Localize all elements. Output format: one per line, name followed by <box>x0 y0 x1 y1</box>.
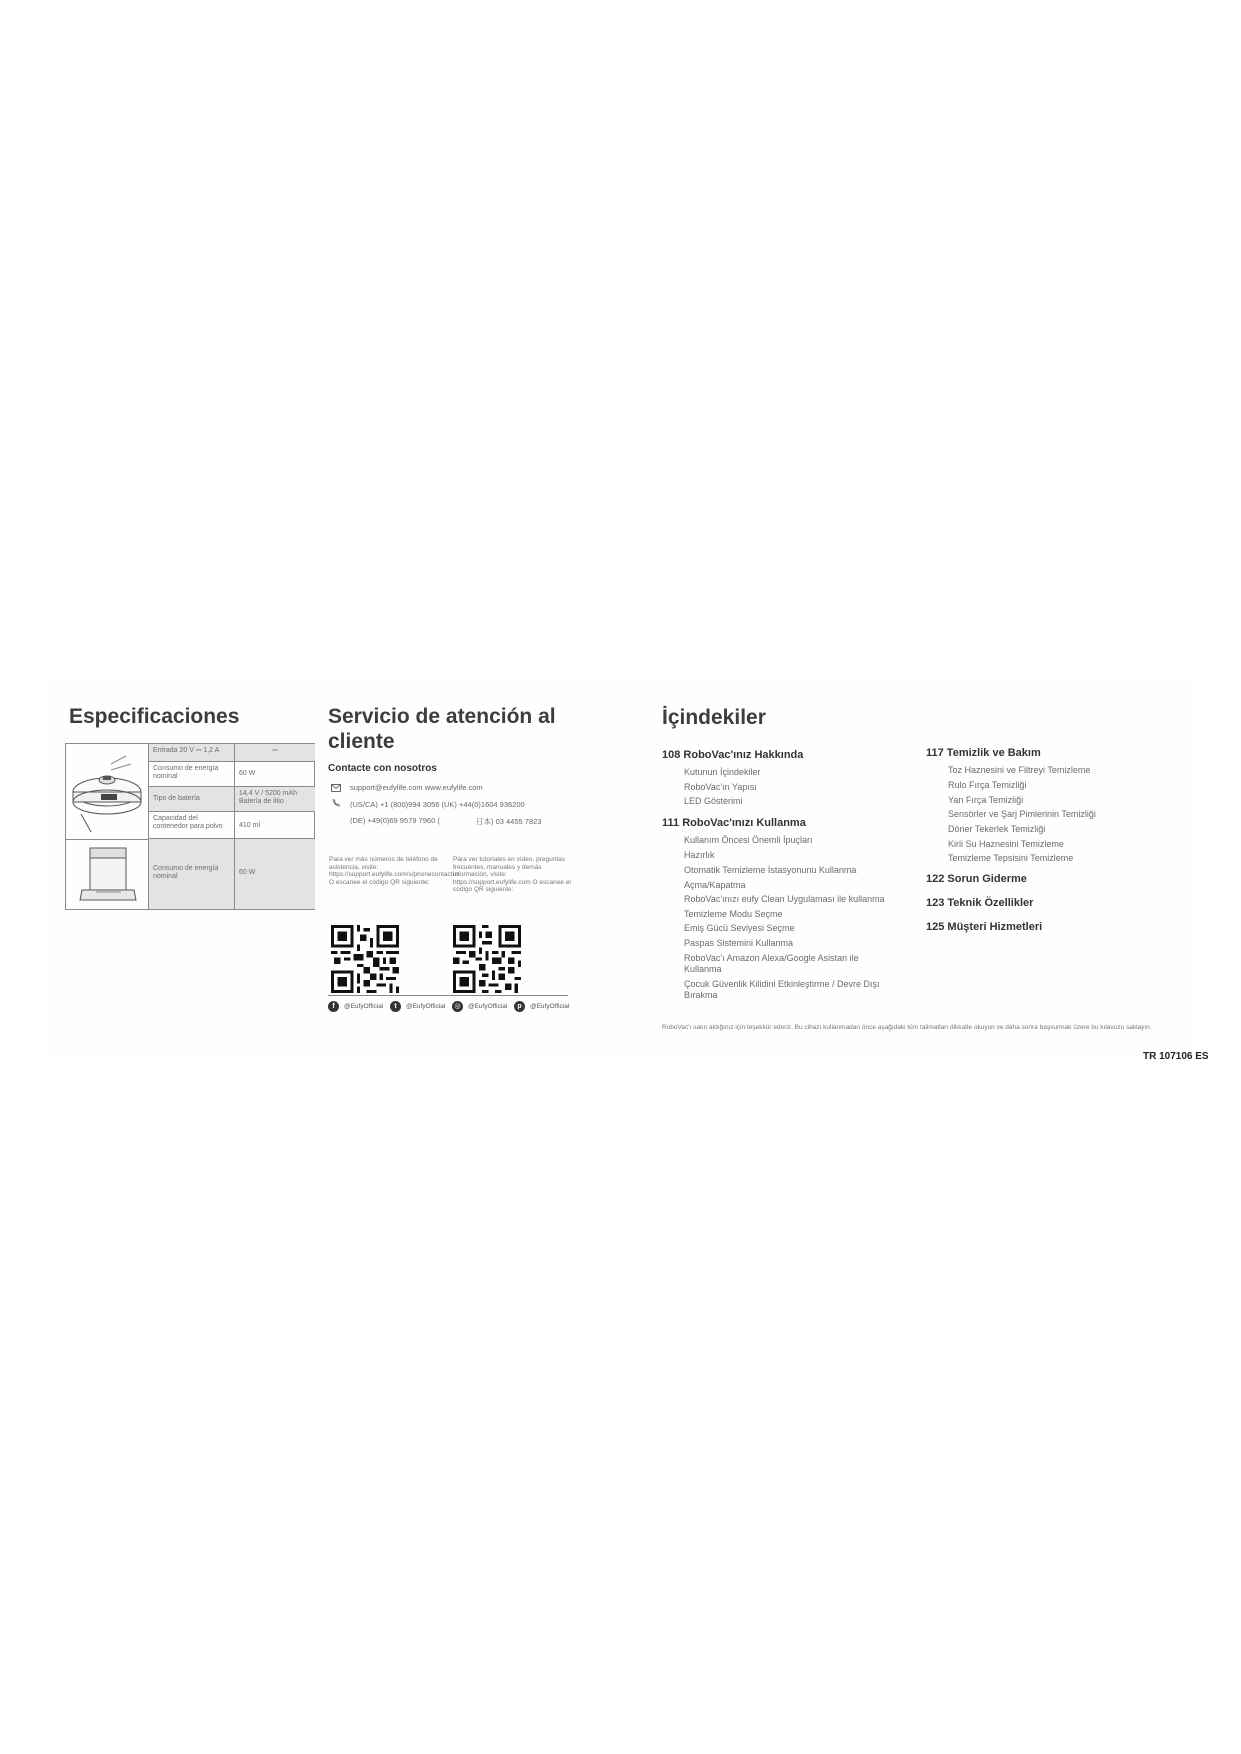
toc-item[interactable]: Sensörler ve Şarj Pimlerinin Temizliği <box>948 809 1096 819</box>
toc-item[interactable]: Hazırlık <box>684 850 715 860</box>
social-handle: @EufyOfficial <box>468 1003 508 1010</box>
social-handle: @EufyOfficial <box>530 1003 570 1010</box>
toc-item[interactable]: Kullanım Öncesi Önemli İpuçları <box>684 835 813 845</box>
toc-item[interactable]: Otomatik Temizleme İstasyonunu Kullanma <box>684 865 857 875</box>
spec-row <box>149 744 315 762</box>
instagram-icon: ◎ <box>452 1001 463 1012</box>
toc-item[interactable]: Kutunun İçindekiler <box>684 767 761 777</box>
spec-value: 14,4 V / 5200 mAh Batería de litio <box>235 787 315 811</box>
toc-item[interactable]: RoboVac'ın Yapısı <box>684 782 757 792</box>
social-pinterest[interactable] <box>514 1001 569 1012</box>
spec-row <box>149 762 315 787</box>
social-instagram[interactable] <box>452 1001 507 1012</box>
toc-section[interactable]: 125 Müşteri Hizmetleri <box>926 921 1043 933</box>
spec-label: Consumo de energía nominal <box>149 762 235 786</box>
toc-item[interactable]: Rulo Fırça Temizliği <box>948 780 1027 790</box>
spec-table <box>65 743 315 910</box>
robot-image-cell <box>66 744 148 840</box>
toc-item[interactable]: Paspas Sistemini Kullanma <box>684 938 794 948</box>
spec-row <box>149 812 315 839</box>
video-tutorials-note: Para ver tutoriales en vídeo, preguntas frecuentes, manuales y demás información, visite: https://support.eufylife.com O escanee el código QR siguiente: <box>453 856 571 893</box>
robot-vacuum-illustration <box>66 744 148 839</box>
spec-value: 410 ml <box>239 822 261 829</box>
toc-item[interactable]: Bırakma <box>684 990 718 1000</box>
social-facebook[interactable] <box>328 1001 383 1012</box>
phone-number-jp: 日本) 03 4455 7823 <box>476 817 542 826</box>
spec-label: Tipo de batería <box>149 787 235 811</box>
spec-value: 60 W <box>239 770 256 777</box>
service-title-line1: Servicio de atención al <box>328 705 556 728</box>
spec-label: Capacidad del contenedor para polvo <box>149 812 235 838</box>
qr-code-phone-support[interactable] <box>331 924 399 994</box>
station-illustration <box>66 840 148 909</box>
toc-section[interactable]: 117 Temizlik ve Bakım <box>926 747 1041 759</box>
social-handle: @EufyOfficial <box>406 1003 446 1010</box>
toc-item[interactable]: Kirli Su Haznesini Temizleme <box>948 839 1064 849</box>
toc-item[interactable]: Açma/Kapatma <box>684 880 746 890</box>
support-email[interactable]: support@eufylife.com www.eufylife.com <box>350 783 483 792</box>
qr-code-support-site[interactable] <box>453 924 521 994</box>
toc-item[interactable]: Emiş Gücü Seviyesi Seçme <box>684 923 795 933</box>
phone-support-note: Para ver más números de teléfono de asistencia, visite: https://support.eufylife.com/s/phonecontactus O escanee el código QR siguiente: <box>329 856 460 886</box>
service-title-line2: cliente <box>328 730 395 753</box>
toc-item[interactable]: RoboVac'ı Amazon Alexa/Google Asistan ile <box>684 953 859 963</box>
toc-section[interactable]: 111 RoboVac'ınızı Kullanma <box>662 817 806 829</box>
phone-icon <box>331 799 341 807</box>
toc-section[interactable]: 123 Teknik Özellikler <box>926 897 1034 909</box>
pinterest-icon: p <box>514 1001 525 1012</box>
spec-row <box>149 787 315 812</box>
social-twitter[interactable] <box>390 1001 445 1012</box>
social-handle: @EufyOfficial <box>344 1003 384 1010</box>
toc-title: İçindekiler <box>662 706 766 729</box>
toc-item[interactable]: RoboVac'ınızı eufy Clean Uygulaması ile kullanma <box>684 894 885 904</box>
mail-icon <box>331 784 341 792</box>
toc-item[interactable]: Yan Fırça Temizliği <box>948 795 1024 805</box>
toc-section[interactable]: 122 Sorun Giderme <box>926 873 1027 885</box>
spec-value: 60 W <box>235 839 315 909</box>
contact-heading: Contacte con nosotros <box>328 763 437 774</box>
toc-item[interactable]: LED Gösterimi <box>684 796 743 806</box>
phone-numbers-line1: (US/CA) +1 (800)994 3056 (UK) +44(0)1604 936200 <box>350 800 525 809</box>
specs-title: Especificaciones <box>69 705 240 728</box>
toc-item[interactable]: Temizleme Tepsisini Temizleme <box>948 853 1074 863</box>
spec-label: Consumo de energía nominal <box>149 839 235 909</box>
toc-item[interactable]: Kullanma <box>684 964 722 974</box>
toc-section[interactable]: 108 RoboVac'ınız Hakkında <box>662 749 804 761</box>
social-divider <box>328 995 568 996</box>
spec-row <box>149 839 315 909</box>
document-code: TR 107106 ES <box>1143 1051 1209 1062</box>
spec-value: ⎓ <box>235 744 315 761</box>
phone-number-de: (DE) +49(0)69 9579 7960 ( <box>350 816 440 825</box>
spec-label: Entrada 20 V ⎓ 1,2 A <box>149 744 235 761</box>
toc-item[interactable]: Toz Haznesini ve Filtreyi Temizleme <box>948 765 1091 775</box>
twitter-icon: t <box>390 1001 401 1012</box>
toc-item[interactable]: Çocuk Güvenlik Kilidini Etkinleştirme / Devre Dışı <box>684 979 880 989</box>
toc-item[interactable]: Döner Tekerlek Temizliği <box>948 824 1046 834</box>
toc-item[interactable]: Temizleme Modu Seçme <box>684 909 783 919</box>
thank-you-note: RoboVac'ı satın aldığınız için teşekkür ederiz. Bu cihazı kullanmadan önce aşağıdaki tüm talimatları dikkatle okuyun ve daha sonra başvurmak üzere bu kılavuzu saklayın. <box>662 1024 1152 1031</box>
facebook-icon: f <box>328 1001 339 1012</box>
